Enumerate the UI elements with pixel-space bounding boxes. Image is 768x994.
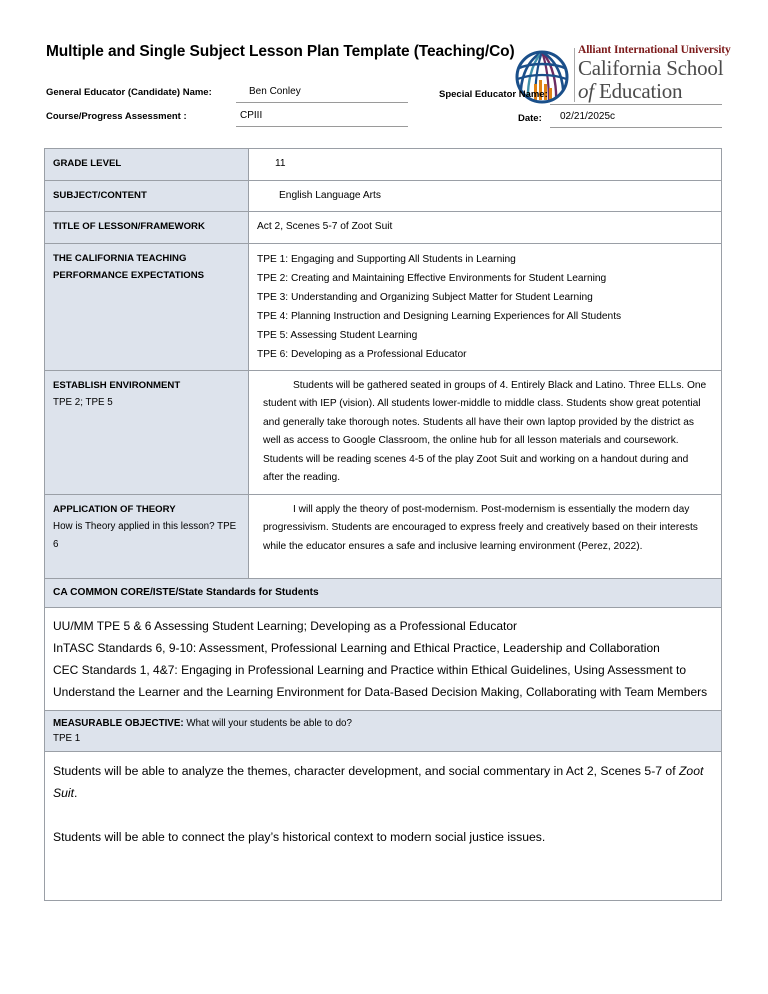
- row-label-grade-level: GRADE LEVEL: [45, 149, 249, 180]
- standards-objective-table: [44, 578, 722, 901]
- logo-university-name: Alliant International University: [578, 44, 731, 56]
- lesson-info-table: [44, 148, 722, 596]
- tpe-item: TPE 6: Developing as a Professional Educator: [257, 348, 467, 360]
- page-title: Multiple and Single Subject Lesson Plan Template (Teaching/Co): [46, 43, 515, 60]
- row-value-tpe-list[interactable]: [249, 244, 721, 370]
- logo-school-line1: California School: [578, 56, 724, 80]
- objective-label: MEASURABLE OBJECTIVE:: [53, 718, 184, 729]
- course-assessment-label: Course/Progress Assessment :: [46, 111, 187, 122]
- general-educator-underline: [236, 102, 408, 103]
- logo-wordmark: [578, 44, 731, 103]
- measurable-objective-heading: [45, 711, 721, 752]
- standards-body[interactable]: [45, 608, 721, 711]
- measurable-objective-body[interactable]: [45, 752, 721, 900]
- table-row: [45, 149, 721, 181]
- course-assessment-value[interactable]: CPIII: [240, 110, 263, 121]
- row-sublabel-text: How is Theory applied in this lesson? TPE 6: [53, 521, 237, 550]
- row-value-title-of-lesson[interactable]: Act 2, Scenes 5-7 of Zoot Suit: [257, 221, 393, 232]
- row-value-subject-content[interactable]: English Language Arts: [279, 189, 381, 201]
- row-label-tpe: THE CALIFORNIA TEACHING PERFORMANCE EXPECTATIONS: [45, 244, 249, 370]
- logo-divider: [574, 48, 575, 102]
- special-educator-underline: [550, 104, 722, 105]
- objective-tpe: TPE 1: [53, 733, 81, 744]
- table-row: [45, 244, 721, 371]
- theory-paragraph: I will apply the theory of post-modernism. Post-modernism is essentially the modern day progressivism. Students are encouraged to express freely and creatively based on their interests while the educator ensures a safe and inclusive learning environment (Perez, 2022).: [263, 503, 698, 552]
- date-underline: [550, 127, 722, 128]
- logo-school-line2: of Education: [578, 79, 683, 103]
- row-value-establish-environment[interactable]: [249, 371, 721, 494]
- tpe-item: TPE 2: Creating and Maintaining Effective Environments for Student Learning: [257, 272, 607, 284]
- table-row: [45, 181, 721, 213]
- table-row: [45, 212, 721, 244]
- objective-paragraph-2: Students will be able to connect the play’s historical context to modern social justice issues.: [53, 830, 546, 844]
- row-label-text: ESTABLISH ENVIRONMENT: [53, 379, 181, 391]
- paragraph-spacer: [53, 804, 711, 826]
- standard-line: UU/MM TPE 5 & 6 Assessing Student Learning; Developing as a Professional Educator: [53, 619, 518, 633]
- general-educator-value[interactable]: Ben Conley: [249, 86, 301, 97]
- row-label-establish-environment: [45, 371, 249, 494]
- row-label-title-of-lesson: TITLE OF LESSON/FRAMEWORK: [45, 212, 249, 243]
- date-value[interactable]: 02/21/2025c: [560, 111, 616, 122]
- standard-line: CEC Standards 1, 4&7: Engaging in Professional Learning and Practice within Ethical Guidelines, Using Assessment to Understand the Learner and the Learning Environment for Data-Based Decision Making, Collaborating with Team Members: [53, 663, 708, 699]
- table-row: [45, 371, 721, 495]
- tpe-item: TPE 4: Planning Instruction and Designing Learning Experiences for All Students: [257, 310, 622, 322]
- environment-paragraph: Students will be gathered seated in groups of 4. Entirely Black and Latino. Three ELLs. One student with IEP (vision). All students lower-middle to middle class. Students show great potential and generally take thorough notes. Students all have their own laptop provided by the district as well as access to Google Classroom, the online hub for all lesson materials and coursework. Students will be reading scenes 4-5 of the play Zoot Suit and working on a handout during and after the reading.: [263, 379, 707, 483]
- tpe-item: TPE 3: Understanding and Organizing Subject Matter for Student Learning: [257, 291, 593, 303]
- special-educator-label: Special Educator Name:: [439, 89, 548, 100]
- date-label: Date:: [518, 113, 542, 124]
- standard-line: InTASC Standards 6, 9-10: Assessment, Professional Learning and Ethical Practice, Leadership and Collaboration: [53, 641, 660, 655]
- row-label-text: APPLICATION OF THEORY: [53, 503, 176, 515]
- tpe-item: TPE 5: Assessing Student Learning: [257, 329, 418, 341]
- objective-question: What will your students be able to do?: [183, 718, 352, 729]
- row-value-grade-level[interactable]: 11: [275, 158, 286, 169]
- general-educator-label: General Educator (Candidate) Name:: [46, 87, 212, 98]
- standards-heading: CA COMMON CORE/ISTE/State Standards for Students: [45, 579, 721, 608]
- objective-paragraph-1: Students will be able to analyze the themes, character development, and social commentary in Act 2, Scenes 5-7 of Zoot Suit.: [53, 764, 704, 800]
- row-sublabel-text: TPE 2; TPE 5: [53, 397, 113, 408]
- tpe-item: TPE 1: Engaging and Supporting All Students in Learning: [257, 253, 516, 265]
- row-label-subject-content: SUBJECT/CONTENT: [45, 181, 249, 212]
- course-assessment-underline: [236, 126, 408, 127]
